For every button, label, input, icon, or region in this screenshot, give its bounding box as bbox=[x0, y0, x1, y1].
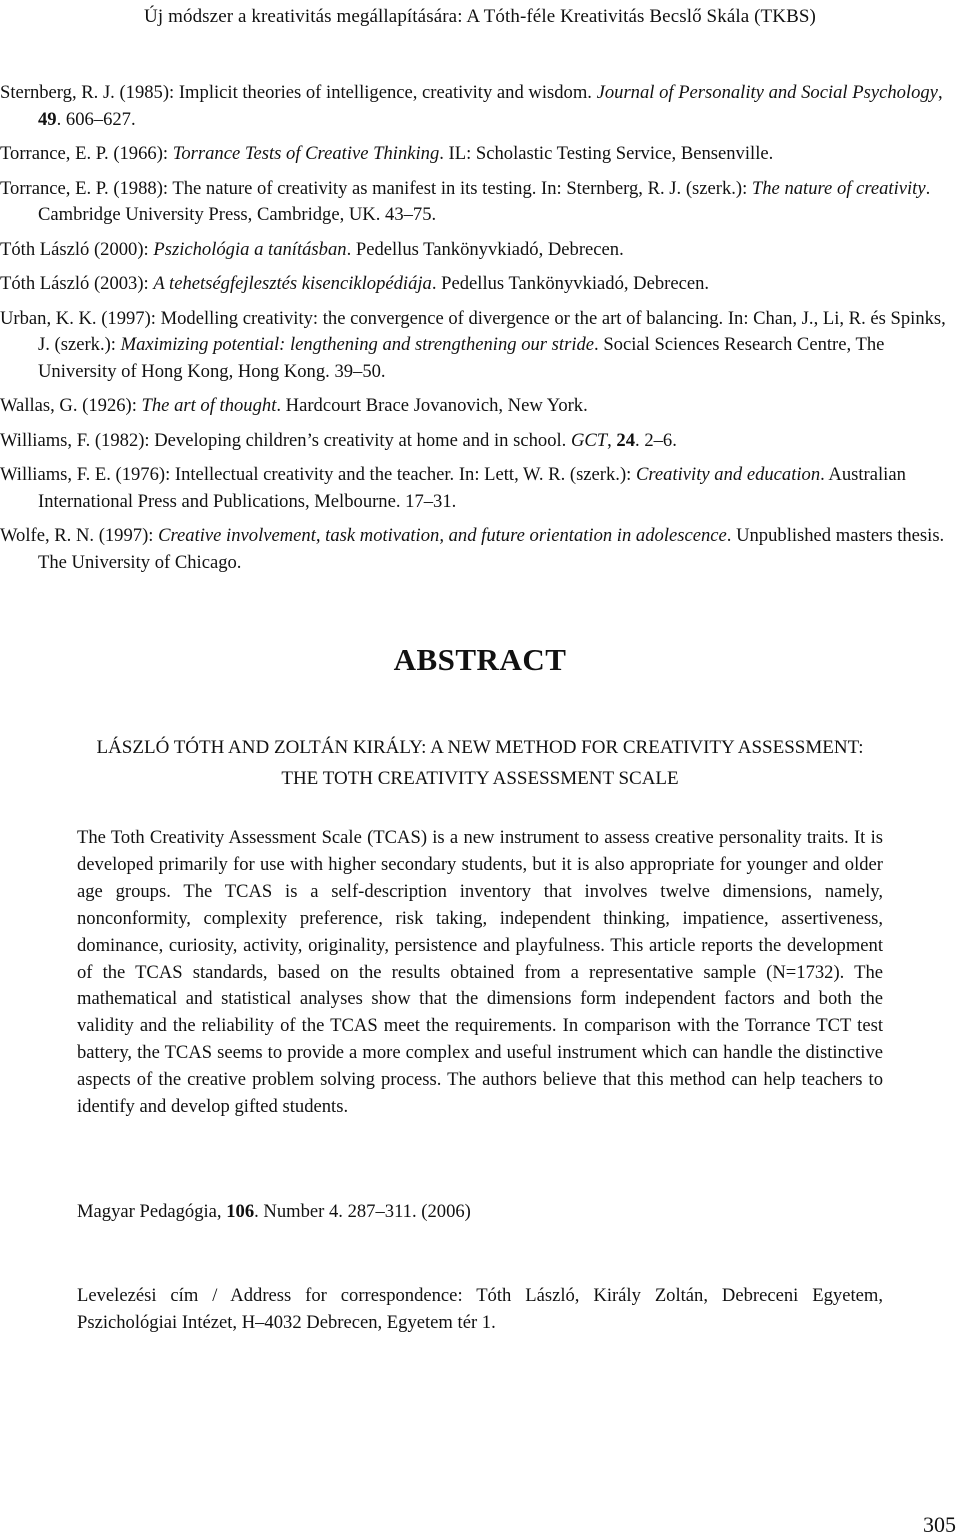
reference-text: . 606–627. bbox=[56, 108, 136, 130]
reference-item bbox=[0, 428, 950, 455]
citation-volume: 106 bbox=[226, 1201, 255, 1222]
reference-journal: GCT bbox=[570, 429, 608, 451]
reference-text: . Unpublished masters thesis. The University of Chicago. bbox=[38, 525, 945, 573]
reference-item bbox=[0, 523, 950, 576]
reference-list bbox=[0, 80, 950, 576]
abstract-paper-title bbox=[0, 732, 960, 794]
journal-citation bbox=[77, 1201, 883, 1223]
page-number: 305 bbox=[923, 1512, 956, 1537]
reference-item bbox=[0, 393, 950, 420]
citation-rest: . Number 4. 287–311. (2006) bbox=[254, 1201, 471, 1222]
reference-title: A tehetségfejlesztés kisenciklopédiája bbox=[153, 273, 432, 294]
reference-text: , bbox=[937, 82, 943, 103]
reference-volume: 49 bbox=[38, 108, 57, 130]
reference-text: Tóth László (2003): bbox=[0, 273, 154, 294]
reference-text: Williams, F. E. (1976): Intellectual creativity and the teacher. In: Lett, W. R. (szerk.): bbox=[0, 464, 636, 485]
reference-text: . Pedellus Tankönyvkiadó, Debrecen. bbox=[346, 238, 624, 260]
paper-title-line: THE TOTH CREATIVITY ASSESSMENT SCALE bbox=[281, 768, 679, 789]
abstract-heading: ABSTRACT bbox=[393, 642, 567, 677]
abstract-body: The Toth Creativity Assessment Scale (TCAS) is a new instrument to assess creative personality traits. It is developed primarily for use with higher secondary students, but it is also appropriate for younger and older age groups. The TCAS is a self-description inventory that involves twelve dimensions, namely, nonconformity, complexity preference, risk taking, independent thinking, impatience, assertiveness, dominance, curiosity, activity, originality, persistence and playfulness. This article reports the development of the TCAS standards, based on the results obtained from a representative sample (N=1732). The mathematical and statistical analyses show that the dimensions form independent factors and both the validity and the reliability of the TCAS meet the requirements. In comparison with the Torrance TCT test battery, the TCAS seems to provide a more complex and useful instrument which can handle the distinctive aspects of the creative problem solving process. The authors believe that this method can help teachers to identify and develop gifted students. bbox=[77, 827, 883, 1118]
reference-text: . 2–6. bbox=[635, 429, 677, 451]
reference-item bbox=[0, 141, 950, 168]
reference-title: The art of thought bbox=[141, 395, 277, 416]
running-head: Új módszer a kreativitás megállapítására: A Tóth-féle Kreativitás Becslő Skála (TKBS) bbox=[144, 6, 816, 27]
reference-text: . IL: Scholastic Testing Service, Bensenville. bbox=[439, 143, 774, 164]
reference-text: Urban, K. K. (1997): Modelling creativity: the convergence of divergence or the art of balancing. In: Chan, J., Li, R. és Spinks, J. (szerk.): bbox=[0, 307, 946, 355]
reference-item bbox=[0, 462, 950, 515]
reference-item bbox=[0, 306, 950, 386]
reference-text: Sternberg, R. J. (1985): Implicit theories of intelligence, creativity and wisdom. bbox=[0, 82, 597, 103]
reference-item bbox=[0, 237, 950, 264]
reference-title: Creative involvement, task motivation, and future orientation in adolescence bbox=[158, 525, 727, 546]
reference-text: Torrance, E. P. (1966): bbox=[0, 143, 173, 164]
correspondence-address: Levelezési cím / Address for correspondence: Tóth László, Király Zoltán, Debreceni Egyetem, Pszichológiai Intézet, H–4032 Debrecen, Egyetem tér 1. bbox=[77, 1285, 883, 1333]
reference-text: Tóth László (2000): bbox=[0, 238, 154, 260]
reference-text: . Cambridge University Press, Cambridge, UK. 43–75. bbox=[38, 177, 931, 225]
reference-text: . Australian International Press and Publications, Melbourne. 17–31. bbox=[38, 464, 906, 512]
reference-text: . Pedellus Tankönyvkiadó, Debrecen. bbox=[431, 273, 710, 294]
reference-title: Pszichológia a tanításban bbox=[153, 238, 347, 260]
reference-text: Torrance, E. P. (1988): The nature of creativity as manifest in its testing. In: Sternberg, R. J. (szerk.): bbox=[0, 177, 752, 199]
reference-title: The nature of creativity bbox=[751, 177, 926, 199]
reference-text: , bbox=[607, 429, 617, 451]
paper-title-line: LÁSZLÓ TÓTH AND ZOLTÁN KIRÁLY: A NEW METHOD FOR CREATIVITY ASSESSMENT: bbox=[96, 737, 864, 758]
citation-journal: Magyar Pedagógia, bbox=[77, 1201, 227, 1222]
reference-title: Torrance Tests of Creative Thinking bbox=[172, 143, 440, 164]
reference-item bbox=[0, 80, 950, 133]
reference-text: Williams, F. (1982): Developing children’s creativity at home and in school. bbox=[0, 429, 571, 451]
reference-title: Maximizing potential: lengthening and strengthening our stride bbox=[120, 334, 595, 355]
reference-item bbox=[0, 271, 950, 298]
reference-journal: Journal of Personality and Social Psychology bbox=[596, 82, 938, 103]
reference-volume: 24 bbox=[616, 429, 636, 451]
reference-text: . Social Sciences Research Centre, The University of Hong Kong, Hong Kong. 39–50. bbox=[38, 334, 885, 382]
reference-title: Creativity and education bbox=[635, 464, 821, 485]
reference-text: Wallas, G. (1926): bbox=[0, 395, 142, 416]
reference-item bbox=[0, 176, 950, 229]
reference-text: Wolfe, R. N. (1997): bbox=[0, 525, 159, 546]
reference-text: . Hardcourt Brace Jovanovich, New York. bbox=[276, 395, 588, 416]
